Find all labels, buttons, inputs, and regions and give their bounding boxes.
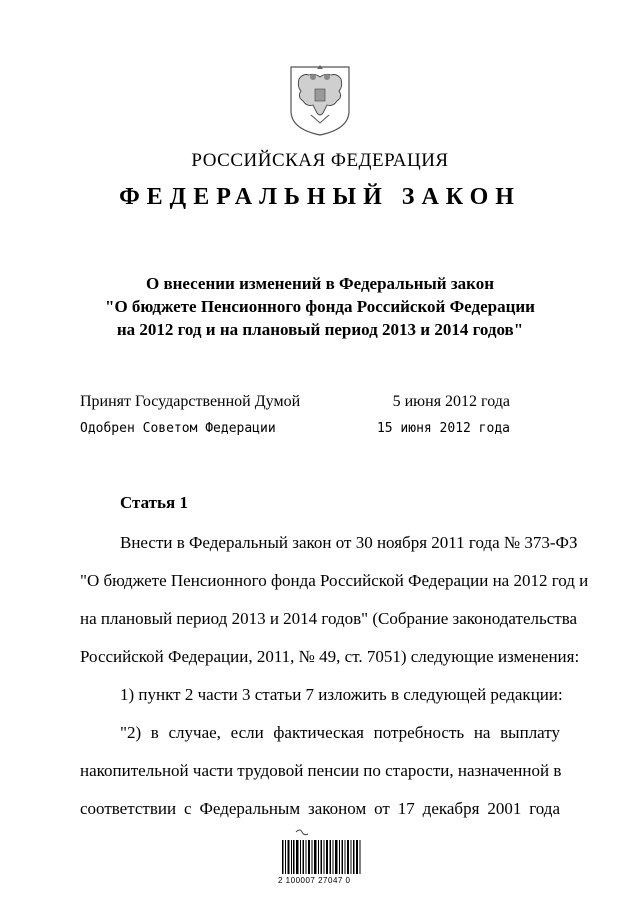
adoption-duma-label: Принят Государственной Думой [80, 393, 301, 410]
adoption-council-label: Одобрен Советом Федерации [80, 421, 276, 436]
body-line: Российской Федерации, 2011, № 49, ст. 7051) следующие изменения: [80, 647, 580, 666]
adoption-council-date: 15 июня 2012 года [376, 421, 510, 436]
adoption-duma-date: 5 июня 2012 года [392, 393, 510, 410]
country-heading: РОССИЙСКАЯ ФЕДЕРАЦИЯ [191, 150, 449, 171]
law-title-line: "О бюджете Пенсионного фонда Российской Федерации [105, 297, 535, 316]
coat-of-arms-emblem [287, 63, 353, 137]
law-title-line: на 2012 год и на плановый период 2013 и 2014 годов" [116, 320, 524, 339]
body-line: накопительной части трудовой пенсии по старости, назначенной в [80, 761, 562, 780]
law-title-line: О внесении изменений в Федеральный закон [145, 274, 495, 293]
article-heading: Статья 1 [120, 493, 188, 512]
barcode-number: 2 100007 27047 0 [278, 876, 351, 885]
law-title [0, 272, 640, 341]
body-line: соответствии с Федеральным законом от 17 декабря 2001 года [80, 799, 560, 818]
document-type-heading: ФЕДЕРАЛЬНЫЙ ЗАКОН [119, 184, 521, 210]
body-line: 1) пункт 2 части 3 статьи 7 изложить в следующей редакции: [120, 685, 563, 704]
body-line: "2) в случае, если фактическая потребность на выплату [120, 723, 560, 742]
body-line: Внести в Федеральный закон от 30 ноября 2011 года № 373-ФЗ [120, 533, 578, 552]
body-line: на плановый период 2013 и 2014 годов" (Собрание законодательства [80, 609, 578, 628]
body-line: "О бюджете Пенсионного фонда Российской Федерации на 2012 год и [80, 571, 589, 590]
